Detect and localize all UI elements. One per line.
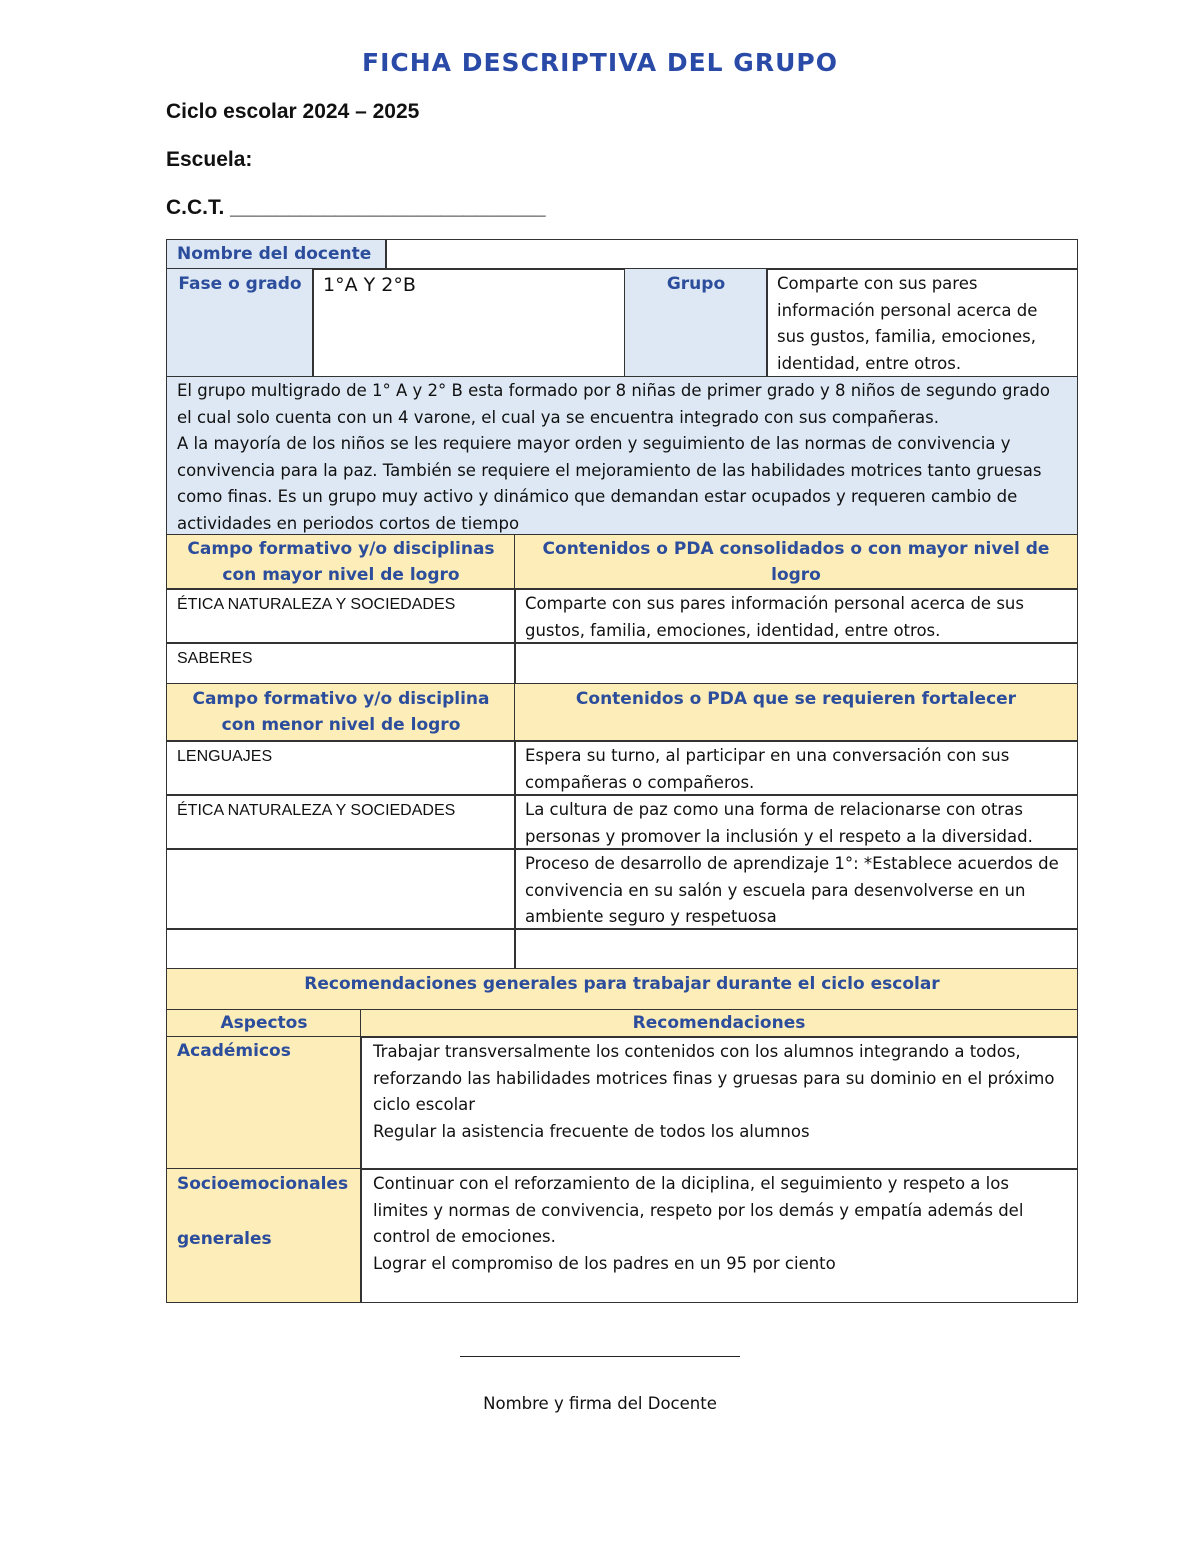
table-row: [514, 740, 1078, 796]
mayor-campo-header: Campo formativo y/o disciplinas con mayor nivel de logro: [187, 539, 495, 585]
menor-contenido-header: Contenidos o PDA que se requieren fortalecer: [575, 689, 1017, 709]
mayor-campo-2: SABERES: [177, 650, 253, 667]
cct-label: C.C.T. ___________________________: [166, 196, 546, 219]
table-row: [514, 848, 1078, 930]
socio-label-cell: [166, 1168, 362, 1303]
menor-contenido-3: Proceso de desarrollo de aprendizaje 1°: *Establece acuerdos de convivencia en su salón y escuela para desenvolverse en un ambiente seguro y respetuosa: [525, 854, 1059, 926]
academicos-text-cell: [360, 1036, 1078, 1170]
grupo-label: Grupo: [666, 274, 726, 294]
socio-label: Socioemocionales: [177, 1174, 349, 1194]
menor-campo-1: LENGUAJES: [177, 748, 273, 765]
menor-contenido-1: Espera su turno, al participar en una conversación con sus compañeras o compañeros.: [525, 746, 1010, 792]
docente-value: [386, 240, 1077, 242]
menor-contenido-4: [515, 929, 1077, 933]
escuela-label: Escuela:: [166, 148, 253, 171]
recomendaciones-header: Recomendaciones generales para trabajar durante el ciclo escolar: [304, 974, 940, 994]
menor-contenido-2: La cultura de paz como una forma de relacionarse con otras personas y promover la inclusión y el respeto a la diversidad.: [525, 800, 1033, 846]
menor-contenido-header-cell: [514, 683, 1078, 742]
table-row: [514, 588, 1078, 644]
academicos-label: Académicos: [177, 1041, 291, 1061]
aspectos-header: Aspectos: [220, 1013, 308, 1033]
mayor-contenido-header-cell: [514, 534, 1078, 590]
fase-label: Fase o grado: [178, 274, 302, 294]
docente-value-cell[interactable]: [385, 239, 1078, 270]
signature-label: Nombre y firma del Docente: [483, 1394, 717, 1413]
menor-campo-2: ÉTICA NATURALEZA Y SOCIEDADES: [177, 802, 456, 819]
mayor-contenido-1: Comparte con sus pares información personal acerca de sus gustos, familia, emociones, identidad, entre otros.: [525, 594, 1024, 640]
academicos-text: Trabajar transversalmente los contenidos con los alumnos integrando a todos, reforzando las habilidades motrices finas y gruesas para su dominio en el próximo ciclo escolar Regular la asistencia frecuente de todos los alumnos: [373, 1042, 1055, 1141]
docente-label-cell: [166, 239, 387, 270]
ciclo-escolar: Ciclo escolar 2024 – 2025: [166, 100, 420, 123]
table-row: [514, 794, 1078, 850]
menor-campo-4: [167, 929, 515, 935]
grupo-value: Comparte con sus pares información personal acerca de sus gustos, familia, emociones, identidad, entre otros.: [777, 274, 1038, 373]
table-row: [514, 928, 1078, 970]
academicos-label-cell: [166, 1036, 362, 1170]
table-row: [514, 642, 1078, 685]
table-row: [166, 848, 516, 930]
table-row: [166, 794, 516, 850]
mayor-campo-1: ÉTICA NATURALEZA Y SOCIEDADES: [177, 596, 456, 613]
fase-value-cell: [312, 268, 626, 378]
grupo-label-cell: [624, 268, 768, 378]
signature-line: [460, 1356, 740, 1357]
menor-campo-header: Campo formativo y/o disciplina con menor nivel de logro: [192, 689, 490, 735]
socio-label-generales: generales: [177, 1229, 272, 1249]
fase-label-cell: [166, 268, 314, 378]
docente-label: Nombre del docente: [177, 244, 372, 264]
menor-campo-3: [167, 849, 515, 855]
fase-value: 1°A Y 2°B: [323, 274, 416, 296]
menor-campo-header-cell: [166, 683, 516, 742]
group-description: El grupo multigrado de 1° A y 2° B esta formado por 8 niñas de primer grado y 8 niños de segundo grado el cual solo cuenta con un 4 varone, el cual ya se encuentra integrado con sus compañeras. A la mayoría de los niños se les requiere mayor orden y seguimiento de las normas de convivencia y convivencia para la paz. También se requiere el mejoramiento de las habilidades motrices tanto gruesas como finas. Es un grupo muy activo y dinámico que demandan estar ocupados y requeren cambio de actividades en periodos cortos de tiempo: [177, 381, 1050, 533]
recomendaciones-col-header-cell: [360, 1009, 1078, 1038]
socio-text: Continuar con el reforzamiento de la diciplina, el seguimiento y respeto a los limites y normas de convivencia, respeto por los demás y empatía además del control de emociones. Lograr el compromiso de los padres en un 95 por ciento: [373, 1174, 1024, 1273]
mayor-contenido-header: Contenidos o PDA consolidados o con mayor nivel de logro: [542, 539, 1050, 585]
recomendaciones-header-cell: [166, 968, 1078, 1011]
document-title: FICHA DESCRIPTIVA DEL GRUPO: [362, 48, 838, 77]
table-row: [166, 740, 516, 796]
table-row: [166, 642, 516, 685]
mayor-campo-header-cell: [166, 534, 516, 590]
mayor-contenido-2: [515, 643, 1077, 647]
socio-text-cell: [360, 1168, 1078, 1303]
table-row: [166, 928, 516, 970]
table-row: [166, 588, 516, 644]
aspectos-header-cell: [166, 1009, 362, 1038]
group-description-cell: [166, 376, 1078, 536]
grupo-value-cell: [766, 268, 1078, 378]
recomendaciones-col-header: Recomendaciones: [632, 1013, 806, 1033]
